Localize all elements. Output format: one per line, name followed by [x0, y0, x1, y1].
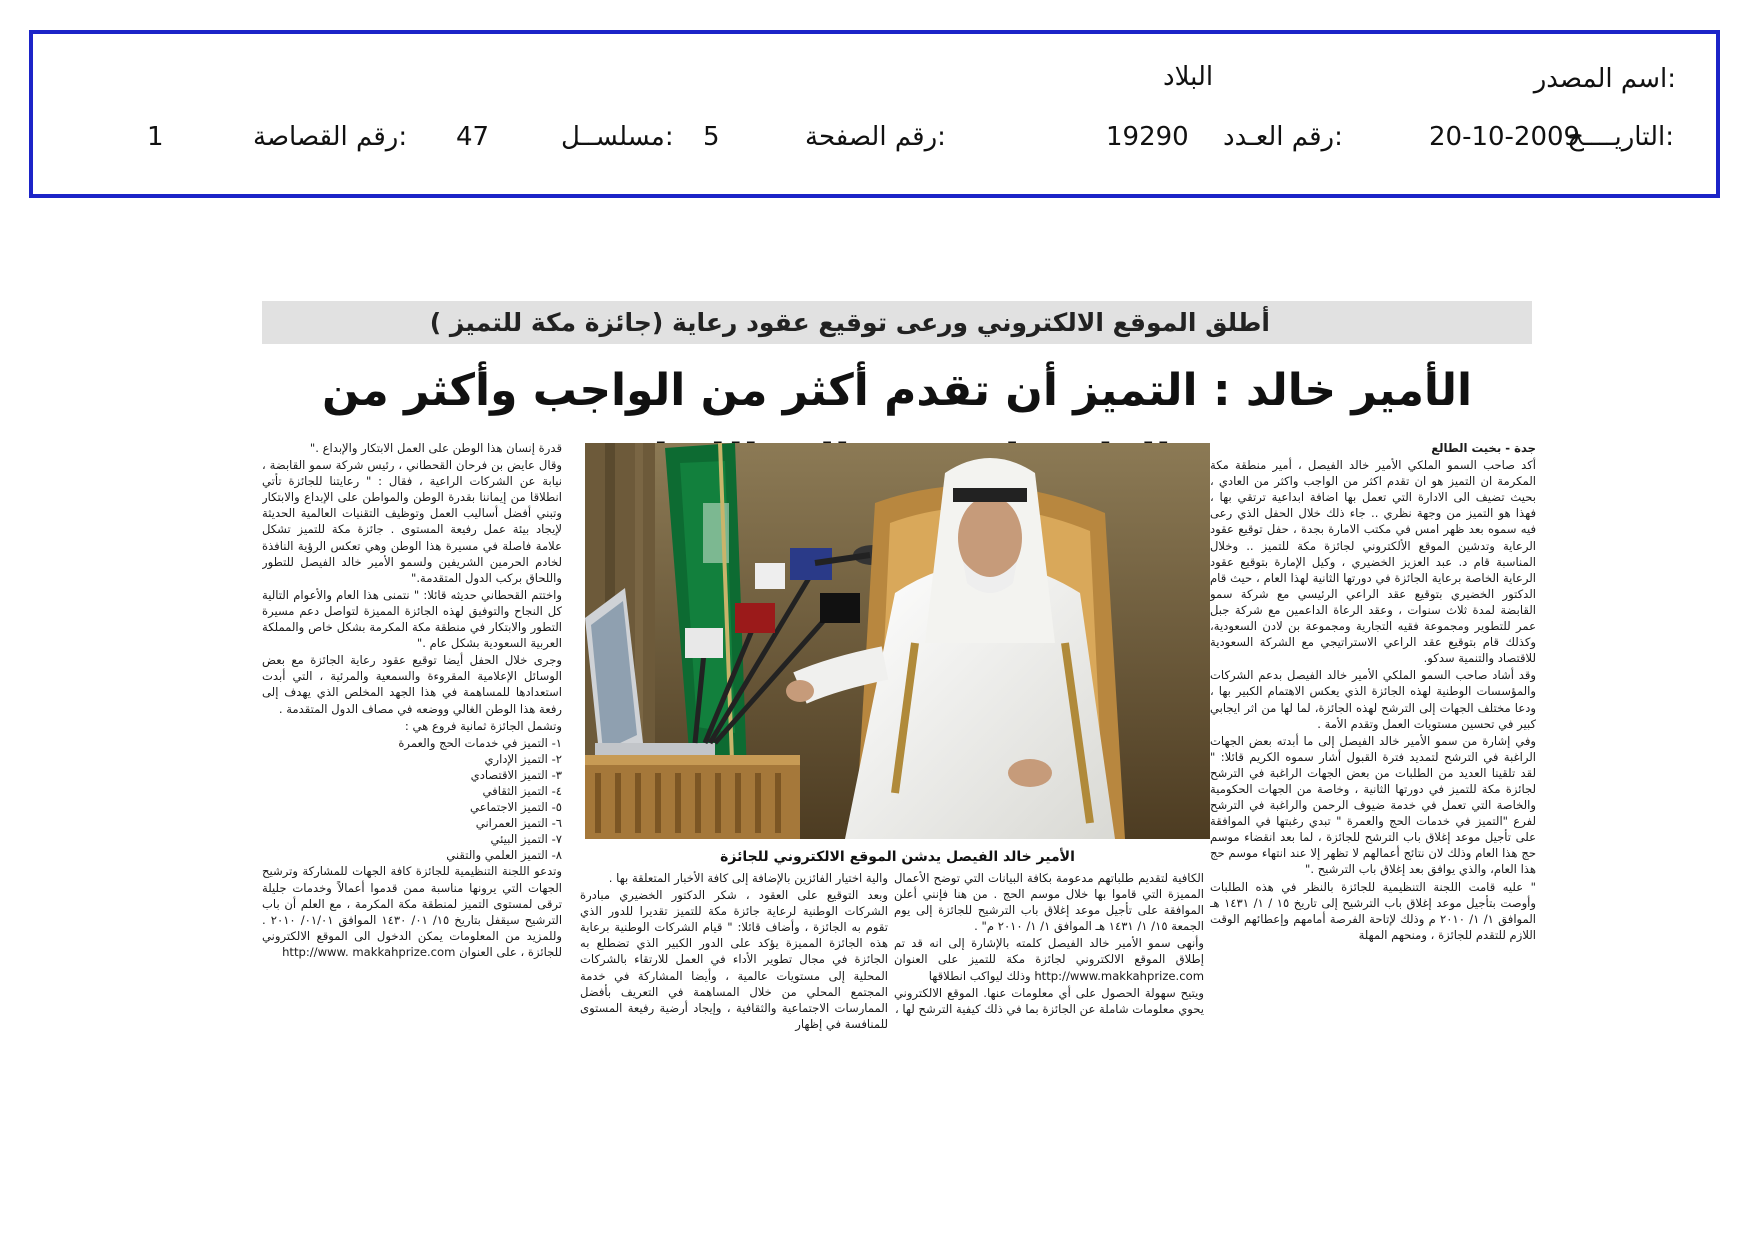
paragraph: وقد أشاد صاحب السمو الملكي الأمير خالد الفيصل بدعم الشركات والمؤسسات الوطنية لهذه الجائزة الذي يعكس الاهتمام الكبير بها ، ودعا مختلف الجهات إلى الترشح لهذه الجائزة، لما لها من اثر ايجابي كبير في تحسين مستويات العمل وتقدم الأمة . — [1210, 668, 1536, 731]
serial-label: مسلســل: — [561, 122, 674, 152]
list-item: ٦- التميز العمراني — [475, 816, 562, 831]
list-item: ١- التميز في خدمات الحج والعمرة — [398, 735, 562, 750]
list-item: ٤- التميز الثقافي — [482, 783, 562, 798]
page-value: 5 — [703, 122, 720, 152]
date-value: 20-10-2009 — [1429, 122, 1581, 152]
website-link[interactable]: http://www.makkahprize.com — [1034, 968, 1204, 983]
paragraph-text: وذلك ليواكب انطلاقها — [928, 968, 1031, 983]
paragraph: وبعد التوقيع على العقود ، شكر الدكتور الخضيري مبادرة الشركات الوطنية لرعاية جائزة مكة للتميز تقديرا للدور الذي تقوم به الجائزة ، وأضاف قائلا: " قيام الشركات الوطنية برعاية هذه الجائزة المميزة يؤكد على الدور الكبير الذي تضطلع به الجائزة في مجال تطوير الأداء في العمل للارتقاء بالشركات المحلية إلى مستويات عالمية ، وأيضا المشاركة في خدمة المجتمع المحلي من خلال المساهمة في التعريف بأفضل الممارسات الاجتماعية والثقافية ، وإيجاد أرضية رفيعة المستوى للمنافسة في إظهار — [580, 888, 888, 1031]
article-kicker: أطلق الموقع الالكتروني ورعى توقيع عقود رعاية (جائزة مكة للتميز ) — [262, 301, 1532, 344]
photo-illustration — [585, 443, 1210, 839]
prize-branches-list — [262, 735, 562, 864]
date-label: التاريــــخ: — [1567, 122, 1674, 152]
paragraph: وقال عايض بن فرحان القحطاني ، رئيس شركة سمو القابضة ، نيابة عن الشركات الراعية ، فقال : " رعايتنا للجائزة تأتي انطلاقا من إيماننا بقدرة الوطن والمواطن على الإبداع والابتكار وتبني أفضل أساليب العمل وتوظيف التقنيات العالمية الحديثة لإيجاد بيئة عمل رفيعة المستوى . جائزة مكة للتميز تشكل علامة فاصلة في مسيرة هذا الوطن وهي تعكس الرؤية النافذة لخادم الحرمين الشريفين ولسمو الأمير خالد الفيصل للتطور واللحاق بركب الدول المتقدمة." — [262, 458, 562, 585]
paragraph: الكافية لتقديم طلباتهم مدعومة بكافة البيانات التي توضح الأعمال المميزة التي قاموا بها خلال موسم الحج . من هنا فإنني أعلن الموافقة على تأجيل موعد إغلاق باب الترشيح للجائزة إلى يوم الجمعة ١٥/ ١/ ١٤٣١ هـ الموافق ١/ ١/ ٢٠١٠ م" . — [894, 871, 1204, 934]
article-column-3 — [580, 870, 888, 1040]
paragraph: وفي إشارة من سمو الأمير خالد الفيصل إلى ما أبدته بعض الجهات الراغبة في الترشح لتمديد فترة القبول أشار سموه الكريم قائلا: " لقد تلقينا العديد من الطلبات من بعض الجهات الراغبة في الترشح لجائزة مكة للتميز في دورتها الثانية ، وخاصة من الجهات الحكومية والخاصة التي تعمل في خدمة ضيوف الرحمن والراغبة في الترشح لفرع "التميز في خدمات الحج والعمرة " تبدي رغبتها في الموافقة على تأجيل موعد إغلاق باب الترشح للجائزة ، لما بعد انقضاء موسم حج هذا العام وذلك لان نتائج أعمالهم لا تظهر إلا عند انتهاء موسم حج هذا العام، والذي يوافق بعد إغلاق باب الترشيح ." — [1210, 733, 1536, 877]
website-link[interactable]: makkahprize.com — [352, 944, 456, 959]
byline: جدة - بخيت الطالع — [1431, 441, 1536, 455]
paragraph: والية اختيار الفائزين بالإضافة إلى كافة الأخبار المتعلقة بها . — [608, 871, 888, 885]
article-column-1 — [1210, 440, 1536, 1040]
clip-number-label: رقم القصاصة: — [253, 122, 408, 152]
photo-caption: الأمير خالد الفيصل يدشن الموقع الالكتروني للجائزة — [720, 849, 1075, 865]
website-link[interactable]: http://www. — [282, 944, 349, 959]
page-label: رقم الصفحة: — [805, 122, 946, 152]
paragraph: أكد صاحب السمو الملكي الأمير خالد الفيصل ، أمير منطقة مكة المكرمة ان التميز هو ان تقدم اكثر من الواجب واكثر من العادي ، بحيث تضيف الى الادارة التي تعمل بها اضافة ابداعية ترتقي بها ، فهذا هو التميز من وجهة نظري .. جاء ذلك خلال الحفل الذي رعى فيه سموه بعد ظهر امس في مكتب الامارة بجدة ، حفل توقيع عقود الرعاية وتدشين الموقع الألكتروني لجائزة مكة للتميز .. وخلال المناسبة قام د. عبد العزيز الخضيري ، وكيل الإمارة بتوقيع عقود الرعاية الخاصة برعاية الجائزة في دورتها الثانية لهذا العام ، حيث قام الدكتور الخضيري بتوقيع عقد الراعي الرئيسي مع شركة سمو القابضة لمدة ثلاث سنوات ، وعقد الرعاة الداعمين مع شركة جبل عمر للتطوير ومجموعة فقيه التجارية ومجموعة بن لادن السعودية، وكذلك قام بتوقيع عقد الراعي الاستراتيجي مع الشركة السعودية للاقتصاد والتنمية سدكو. — [1210, 458, 1536, 666]
paragraph: قدرة إنسان هذا الوطن على العمل الابتكار والإبداع ." — [309, 441, 562, 455]
paragraph: واختتم القحطاني حديثه قائلا: " نتمنى هذا العام والأعوام التالية كل النجاح والتوفيق لهذه الجائزة المميزة لتواصل دعم مسيرة التطور والابتكار في منطقة مكة المكرمة بشكل خاص والمملكة العربية السعودية بشكل عام ." — [262, 587, 562, 651]
clip-number-value: 1 — [147, 122, 164, 152]
article-headline: الأمير خالد : التميز أن تقدم أكثر من الواجب وأكثر من — [321, 365, 1473, 416]
press-conference-photo — [585, 443, 1210, 839]
issue-label: رقم العـدد: — [1223, 122, 1343, 152]
list-item: ٣- التميز الاقتصادي — [470, 767, 562, 782]
paragraph: ويتيح سهولة الحصول على أي معلومات عنها. الموقع الالكتروني يحوي معلومات شاملة عن الجائزة بما في ذلك كيفية الترشح لها ، — [894, 985, 1204, 1016]
source-value: البلاد — [1163, 62, 1214, 92]
paragraph — [262, 863, 562, 960]
list-item: ٢- التميز الإداري — [484, 751, 562, 766]
list-item: ٧- التميز البيئي — [490, 832, 562, 847]
paragraph-text: وتدعو اللجنة التنظيمية للجائزة كافة الجهات للمشاركة وترشيح الجهات التي يرونها مناسبة ممن قدموا أعمالاً وخدمات جليلة ترقى لمستوى التميز لمنطقة مكة المكرمة ، مع العلم أن باب الترشيح سيقفل بتاريخ ١٥/ ٠١/ ١٤٣٠ الموافق ٠١/٠١/ ٢٠١٠ . وللمزيد من المعلومات يمكن الدخول الى الموقع الالكتروني للجائزة ، على العنوان — [262, 864, 562, 959]
paragraph: وتشمل الجائزة ثمانية فروع هي : — [404, 718, 562, 733]
paragraph: " عليه قامت اللجنة التنظيمية للجائزة بالنظر في هذه الطلبات وأوصت بتأجيل موعد إغلاق باب الترشيح إلى تاريخ ١٥ / ١/ ١٤٣١ هـ الموافق ١/ ١/ ٢٠١٠ م وذلك لإتاحة الفرصة أمامهم وإعطائهم الوقت اللازم للتقدم للجائزة ، ومنحهم المهلة — [1210, 879, 1536, 942]
article-column-2 — [894, 870, 1204, 1040]
source-label: اسم المصدر: — [1533, 64, 1676, 94]
list-item: ٥- التميز الاجتماعي — [470, 800, 562, 815]
paragraph-text: وأنهى سمو الأمير خالد الفيصل كلمته بالإشارة إلى انه قد تم إطلاق الموقع الالكتروني لجائزة مكة للتميز على العنوان — [894, 936, 1204, 967]
list-item: ٨- التميز العلمي والتقني — [446, 848, 562, 863]
clipping-metadata-box — [29, 30, 1720, 198]
paragraph — [894, 935, 1204, 983]
article-column-4 — [262, 440, 562, 1040]
serial-value: 47 — [456, 122, 490, 152]
paragraph: وجرى خلال الحفل أيضا توقيع عقود رعاية الجائزة مع بعض الوسائل الإعلامية المقروءة والسمعية والمرئية ، التي أبدت استعدادها للمساهمة في هذا الجهد المخلص الذي يهدف إلى رفعة هذا الوطن الغالي ووضعه في مصاف الدول المتقدمة . — [262, 653, 562, 716]
issue-value: 19290 — [1106, 122, 1189, 152]
